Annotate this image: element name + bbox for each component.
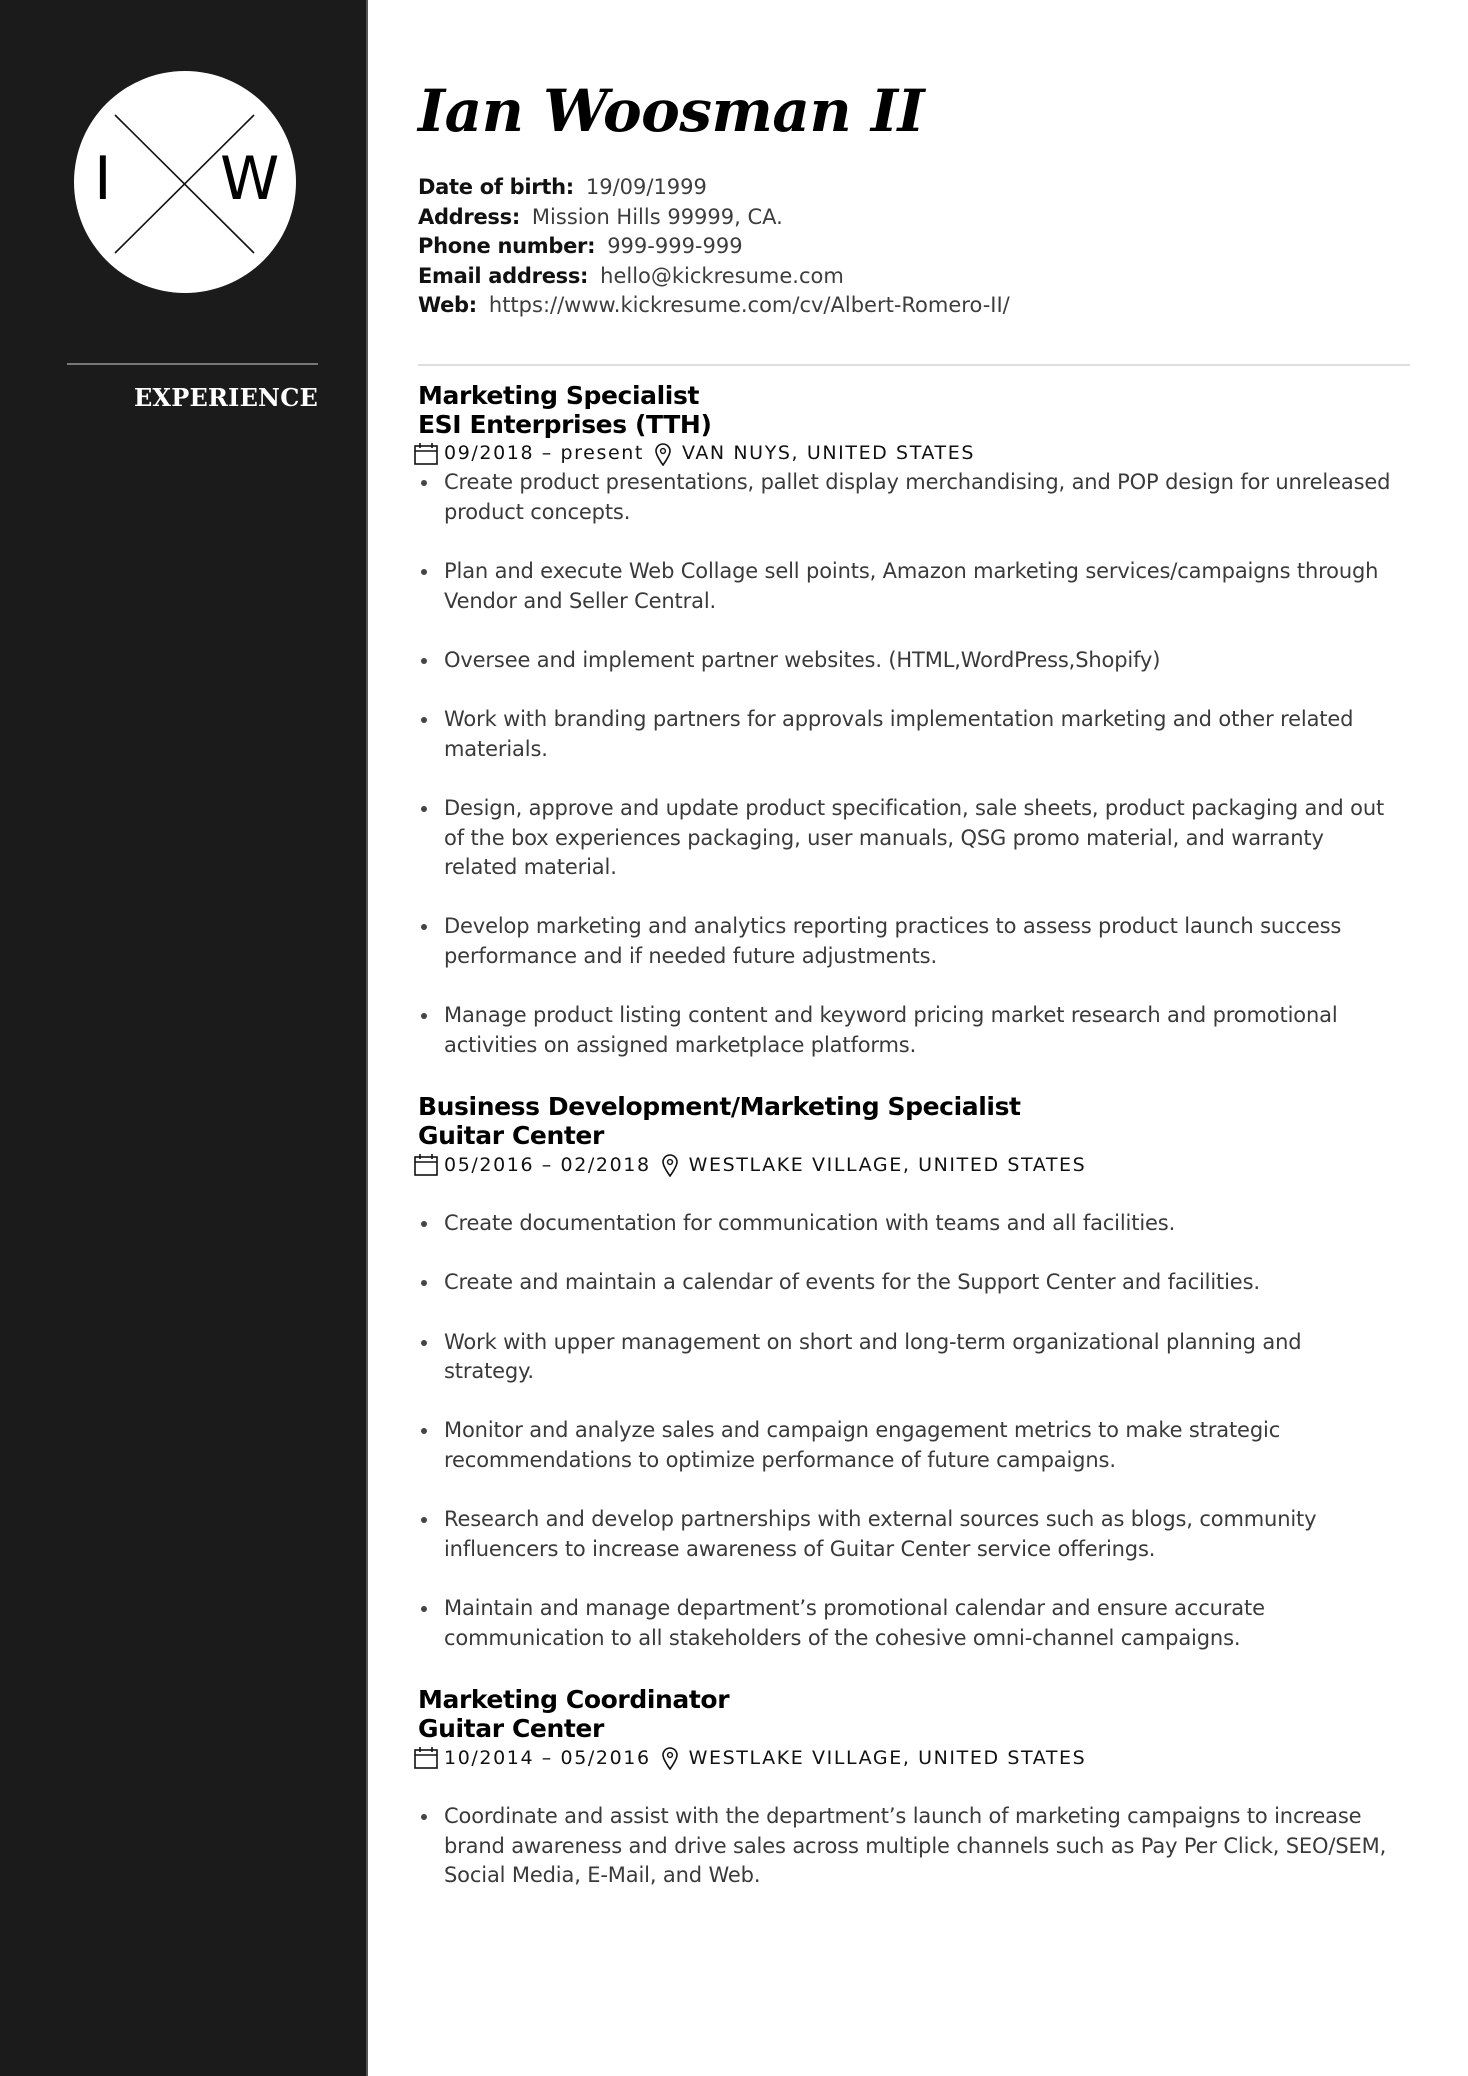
- job-title: Business Development/Marketing Specialist: [418, 1092, 1021, 1122]
- contact-row-email: [418, 262, 1010, 292]
- experience-list: [418, 382, 1393, 1924]
- bullet-text: Work with upper management on short and long-term organizational planning and strategy.: [444, 1329, 1302, 1384]
- calendar-icon: [414, 1154, 438, 1176]
- web-link[interactable]: https://www.kickresume.com/cv/Albert-Romero-II/: [488, 293, 1010, 318]
- bullet-dot-icon: [421, 1428, 427, 1434]
- list-item: [418, 1001, 1393, 1060]
- contact-label: Address:: [418, 204, 520, 229]
- bullet-text: Plan and execute Web Collage sell points, Amazon marketing services/campaigns through Vendor and Seller Central.: [444, 559, 1379, 613]
- monogram-initial-right: W: [220, 144, 280, 214]
- list-item: [418, 912, 1393, 971]
- monogram-initial-left: I: [94, 144, 112, 214]
- sidebar-edge: [366, 0, 368, 2076]
- header-divider: [418, 364, 1410, 366]
- bullet-text: Coordinate and assist with the department’s launch of marketing campaigns to increase brand awareness and drive sales across multiple channels such as Pay Per Click, SEO/SEM, Social Media, E-Mail, and Web.: [444, 1804, 1387, 1888]
- dob-value: 19/09/1999: [585, 175, 707, 199]
- bullet-dot-icon: [421, 1013, 427, 1019]
- contact-label: Phone number:: [418, 234, 596, 259]
- bullet-dot-icon: [421, 1221, 427, 1227]
- list-item: [418, 794, 1393, 883]
- job-meta: [418, 1744, 1393, 1773]
- calendar-icon: [414, 1747, 438, 1769]
- list-item: [418, 557, 1393, 616]
- job-company: Guitar Center: [418, 1713, 604, 1743]
- bullet-text: Monitor and analyze sales and campaign engagement metrics to make strategic recommendations to optimize performance of future campaigns.: [444, 1418, 1281, 1473]
- job-location: WESTLAKE VILLAGE, UNITED STATES: [688, 1746, 1087, 1769]
- calendar-icon: [414, 443, 438, 465]
- contact-label: Date of birth:: [418, 175, 574, 199]
- job-company: Guitar Center: [418, 1120, 604, 1150]
- map-pin-icon: [654, 442, 672, 466]
- bullet-dot-icon: [421, 1814, 427, 1820]
- list-item: [418, 1416, 1393, 1475]
- bullet-text: Research and develop partnerships with external sources such as blogs, community influencers to increase awareness of Guitar Center service offerings.: [444, 1507, 1317, 1561]
- experience-item: [418, 382, 1393, 1060]
- contact-row-web: [418, 291, 1010, 321]
- contact-info: [418, 173, 1010, 321]
- bullet-text: Design, approve and update product specification, sale sheets, product packaging and out of the box experiences packaging, user manuals, QSG promo material, and warranty related material.: [444, 795, 1385, 880]
- bullet-dot-icon: [421, 924, 427, 930]
- contact-label: Email address:: [418, 263, 589, 288]
- phone-value[interactable]: 999-999-999: [607, 234, 743, 259]
- list-item: [418, 1209, 1393, 1239]
- contact-row-dob: [418, 173, 1010, 203]
- contact-row-phone: [418, 232, 1010, 262]
- bullet-dot-icon: [421, 1517, 427, 1523]
- list-item: [418, 705, 1393, 764]
- contact-label: Web:: [418, 293, 477, 318]
- job-title: Marketing Coordinator: [418, 1685, 730, 1715]
- job-company: ESI Enterprises (TTH): [418, 409, 712, 439]
- address-value: Mission Hills 99999, CA.: [531, 204, 783, 229]
- job-meta: [418, 1151, 1393, 1180]
- bullet-text: Oversee and implement partner websites. (HTML,WordPress,Shopify): [444, 647, 1161, 672]
- section-heading-experience: EXPERIENCE: [133, 383, 318, 412]
- bullet-text: Create and maintain a calendar of events for the Support Center and facilities.: [444, 1270, 1260, 1295]
- job-dates: 10/2014 – 05/2016: [444, 1746, 651, 1769]
- bullet-dot-icon: [421, 569, 427, 575]
- list-item: [418, 1594, 1393, 1653]
- list-item: [418, 1505, 1393, 1564]
- bullet-text: Work with branding partners for approvals implementation marketing and other related materials.: [444, 707, 1354, 761]
- list-item: [418, 468, 1393, 527]
- job-bullets: [418, 1802, 1393, 1891]
- job-location: VAN NUYS, UNITED STATES: [681, 442, 976, 465]
- experience-item: [418, 1093, 1393, 1653]
- contact-row-address: [418, 203, 1010, 233]
- email-link[interactable]: hello@kickresume.com: [600, 263, 844, 288]
- monogram-logo: [74, 71, 296, 293]
- bullet-text: Create product presentations, pallet display merchandising, and POP design for unreleased product concepts.: [444, 470, 1391, 524]
- list-item: [418, 646, 1393, 676]
- bullet-dot-icon: [421, 480, 427, 486]
- job-bullets: [418, 468, 1393, 1060]
- sidebar: [0, 0, 366, 2076]
- list-item: [418, 1328, 1393, 1387]
- bullet-text: Create documentation for communication with teams and all facilities.: [444, 1211, 1176, 1236]
- map-pin-icon: [661, 1153, 679, 1177]
- job-location: WESTLAKE VILLAGE, UNITED STATES: [688, 1153, 1087, 1176]
- bullet-dot-icon: [421, 658, 427, 664]
- bullet-dot-icon: [421, 717, 427, 723]
- list-item: [418, 1802, 1393, 1891]
- bullet-text: Develop marketing and analytics reporting practices to assess product launch success performance and if needed future adjustments.: [444, 914, 1342, 968]
- list-item: [418, 1268, 1393, 1298]
- bullet-dot-icon: [421, 1340, 427, 1346]
- job-bullets: [418, 1209, 1393, 1653]
- bullet-dot-icon: [421, 1280, 427, 1286]
- bullet-dot-icon: [421, 1606, 427, 1612]
- job-dates: 05/2016 – 02/2018: [444, 1153, 651, 1176]
- bullet-dot-icon: [421, 806, 427, 812]
- job-meta: [418, 439, 1393, 468]
- experience-item: [418, 1686, 1393, 1891]
- bullet-text: Manage product listing content and keyword pricing market research and promotional activities on assigned marketplace platforms.: [444, 1003, 1338, 1057]
- job-dates: 09/2018 – present: [444, 442, 644, 465]
- bullet-text: Maintain and manage department’s promotional calendar and ensure accurate communication to all stakeholders of the cohesive omni-channel campaigns.: [444, 1596, 1265, 1650]
- sidebar-divider: [67, 363, 318, 365]
- job-title: Marketing Specialist: [418, 381, 699, 410]
- map-pin-icon: [661, 1746, 679, 1770]
- candidate-name: Ian Woosman II: [418, 77, 925, 145]
